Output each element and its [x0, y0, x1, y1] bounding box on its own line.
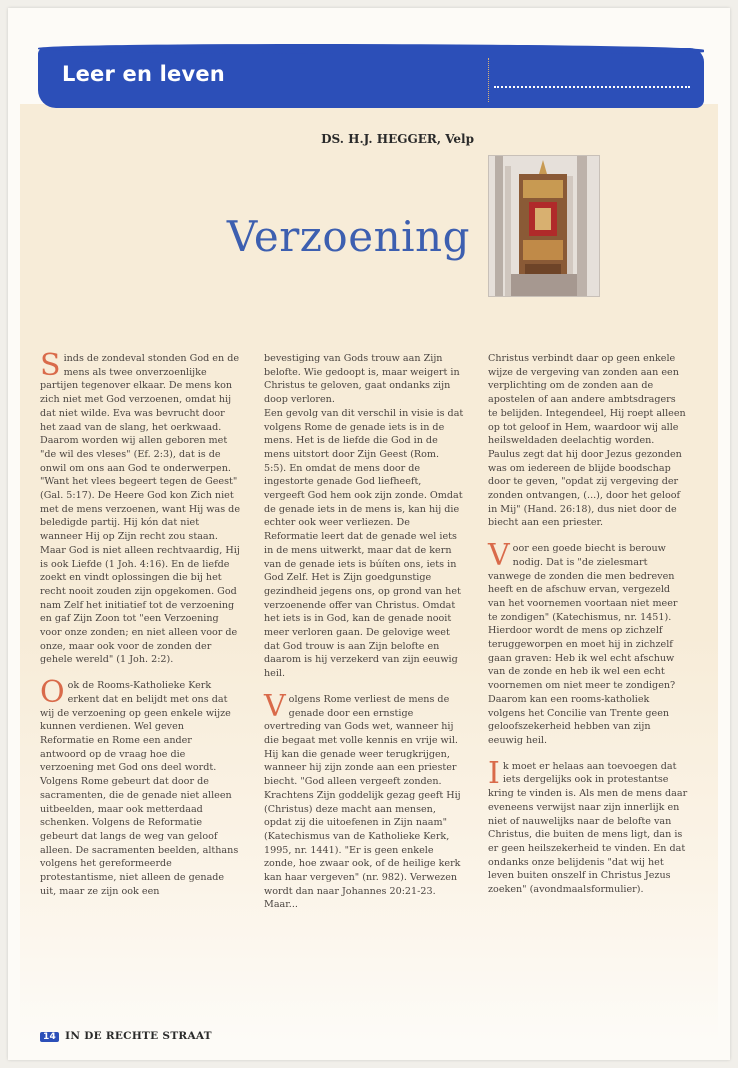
drop-cap: S	[40, 348, 61, 383]
paragraph	[264, 688, 464, 912]
paragraph-text: k moet er helaas aan toevoegen dat iets dergelijks ook in protestantse kring te vinden is. Als men de mens daar eveneens verwijst naar zijn innerlijk en niet of nauwelijks naar de belofte van Christus, die buiten de mens ligt, dan is er geen heilszekerheid te vinden. En dat ondanks onze belijdenis "dat wij het leven buiten onszelf in Christus Jezus zoeken" (avondmaalsformulier).	[488, 760, 688, 896]
paragraph	[488, 755, 688, 897]
paragraph	[264, 352, 464, 407]
text-column-3	[488, 352, 688, 909]
text-column-2	[264, 352, 464, 924]
paragraph-text: inds de zondeval stonden God en de mens als twee onverzoenlijke partijen tegenover elkaar. De mens kon zich niet met God verzoenen, omdat hij dat niet wilde. Eva was bevrucht door het zaad van de slang, het oerkwaad. Daarom worden wij allen geboren met "de wil des vleses" (Ef. 2:3), dat is de onwil om ons aan God te onderwerpen. "Want het vlees begeert tegen de Geest" (Gal. 5:17). De Heere God kon Zich niet met de mens verzoenen, want Hij was de beledigde partij. Hij kón dat niet wanneer Hij op Zijn recht zou staan. Maar God is niet alleen rechtvaardig, Hij is ook Liefde (1 Joh. 4:16). En de liefde zoekt en vindt oplossingen die bij het recht nooit zouden zijn opgekomen. God nam Zelf het initiatief tot de verzoening en gaf Zijn Zoon tot "een Verzoening voor onze zonden; en niet alleen voor de onze, maar ook voor de zonden der gehele wereld" (1 Joh. 2:2).	[40, 353, 240, 666]
paragraph-text: Christus verbindt daar op geen enkele wijze de vergeving van zonden aan een verplichting om de zonden aan de apostelen of aan andere ambtsdragers te belijden. Integendeel, Hij roept alleen op tot geloof in Hem, waardoor wij alle heilsweldaden deelachtig worden. Paulus zegt dat hij door Jezus gezonden was om iedereen de blijde boodschap door te geven, "opdat zij vergeving der zonden ontvangen, (...), door het geloof in Mij" (Hand. 26:18), dus niet door de biecht aan een priester.	[488, 353, 686, 529]
church-altar-photo	[488, 155, 600, 297]
paragraph	[488, 352, 688, 530]
drop-cap: I	[488, 755, 500, 791]
paragraph	[40, 348, 240, 667]
paragraph-text: bevestiging van Gods trouw aan Zijn belofte. Wie gedoopt is, maar weigert in Christus te geloven, gaat ondanks zijn doop verloren.	[264, 353, 460, 406]
paragraph-text: olgens Rome verliest de mens de genade door een ernstige overtreding van Gods wet, wanneer hij die begaat met volle kennis en vrije wil. Hij kan die genade weer terugkrijgen, wanneer hij zijn zonde aan een priester biecht. "God alleen vergeeft zonden. Krachtens Zijn goddelijk gezag geeft Hij (Christus) deze macht aan mensen, opdat zij die uitoefenen in Zijn naam" (Katechismus van de Katholieke Kerk, 1995, nr. 1441). "Er is geen enkele zonde, hoe zwaar ook, of de heilige kerk kan haar vergeven" (nr. 982). Verwezen wordt dan naar Johannes 20:21-23. Maar...	[264, 693, 461, 911]
drop-cap: O	[40, 675, 65, 711]
paragraph-text: oor een goede biecht is berouw nodig. Dat is "de zielesmart vanwege de zonden die men bedreven heeft en de afschuw ervan, vergezeld van het voornemen voortaan niet meer te zondigen" (Katechismus, nr. 1451). Hierdoor wordt de mens op zichzelf teruggeworpen en moet hij in zichzelf gaan graven: Heb ik wel echt afschuw van de zonde en heb ik wel een echt voornemen om niet meer te zondigen? Daarom kan een rooms-katholiek volgens het Concilie van Trente geen geloofszekerheid hebben van zijn eeuwig heil.	[488, 543, 678, 746]
article-author: DS. H.J. HEGGER, Velp	[321, 132, 474, 146]
paragraph	[264, 407, 464, 681]
banner-dotted-line	[494, 86, 690, 88]
text-column-1	[40, 348, 240, 910]
page-footer	[40, 1030, 212, 1042]
paragraph-text: ok de Rooms-Katholieke Kerk erkent dat en belijdt met ons dat wij de verzoening op geen enkele wijze kunnen verdienen. Wel geven Reformatie en Rome een ander antwoord op de vraag hoe die verzoening met God ons deel wordt. Volgens Rome gebeurt dat door de sacramenten, die de genade niet alleen uitbeelden, maar ook metterdaad schenken. Volgens de Reformatie gebeurt dat langs de weg van geloof alleen. De sacramenten beelden, althans volgens het gereformeerde protestantisme, niet alleen de genade uit, maar ze zijn ook een	[40, 680, 239, 897]
paragraph	[40, 675, 240, 898]
section-title: Leer en leven	[62, 62, 225, 86]
banner-divider	[488, 58, 489, 102]
article-title: Verzoening	[226, 212, 470, 261]
drop-cap: V	[264, 688, 286, 724]
drop-cap: V	[488, 538, 510, 574]
publication-name: IN DE RECHTE STRAAT	[65, 1030, 212, 1042]
paragraph	[488, 538, 688, 748]
page-number: 14	[40, 1032, 59, 1042]
paragraph-text: Een gevolg van dit verschil in visie is dat volgens Rome de genade iets is in de mens. Het is de liefde die God in de mens uitstort door Zijn Geest (Rom. 5:5). En omdat de mens door de ingestorte genade God liefheeft, vergeeft God hem ook zijn zonde. Omdat de genade iets in de mens is, kan hij die echter ook weer verliezen. De Reformatie leert dat de genade wel iets in de mens uitwerkt, maar dat de kern van de genade iets is búíten ons, iets in God Zelf. Het is Zijn goedgunstige gezindheid jegens ons, op grond van het verzoenende offer van Christus. Omdat het iets is in God, kan de genade nooit meer verloren gaan. De gelovige weet dat God trouw is aan Zijn belofte en daarom is hij verzekerd van zijn eeuwig heil.	[264, 407, 464, 680]
